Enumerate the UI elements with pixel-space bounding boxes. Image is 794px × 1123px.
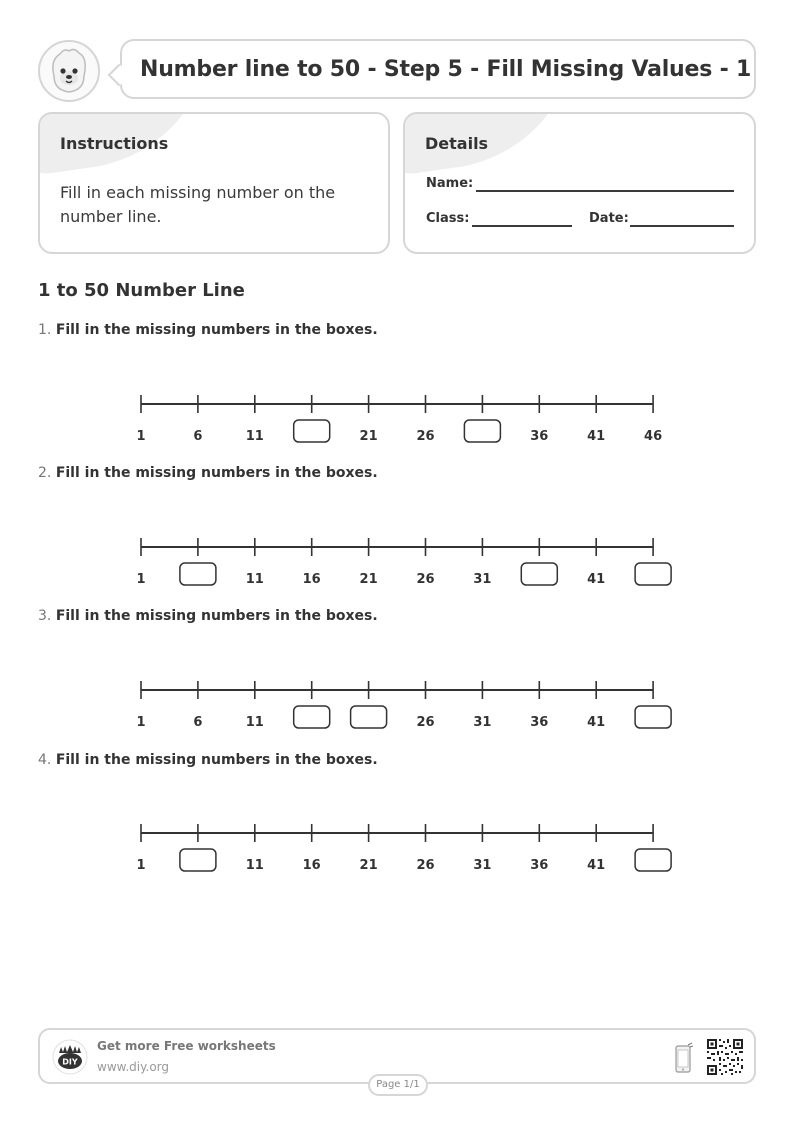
tick-label: 41	[587, 715, 606, 730]
footer-link[interactable]: www.diy.org	[97, 1060, 169, 1074]
question-4	[38, 752, 378, 768]
answer-box[interactable]	[464, 420, 500, 442]
details-heading: Details	[425, 134, 489, 153]
answer-box[interactable]	[521, 563, 557, 585]
question-text: Fill in the missing numbers in the boxes.	[55, 608, 378, 624]
question-text: Fill in the missing numbers in the boxes.	[55, 465, 378, 481]
tick-label: 16	[302, 858, 321, 873]
title-banner	[120, 39, 756, 99]
tick-label: 16	[302, 572, 321, 587]
answer-box[interactable]	[635, 563, 671, 585]
number-line-1	[0, 390, 794, 460]
tick-label: 36	[530, 715, 549, 730]
class-label: Class:	[426, 211, 470, 226]
tick-label: 11	[245, 715, 264, 730]
tick-label: 31	[473, 715, 492, 730]
tick-label: 1	[136, 429, 146, 444]
tick-label: 21	[359, 429, 378, 444]
diy-logo-icon[interactable]	[52, 1039, 88, 1075]
instructions-text: Fill in each missing number on the number line.	[60, 183, 336, 226]
number-line-3	[0, 676, 794, 746]
date-label: Date:	[589, 211, 629, 226]
tick-label: 26	[416, 858, 435, 873]
page-title: Number line to 50 - Step 5 - Fill Missing Values - 1	[140, 56, 752, 82]
answer-box[interactable]	[635, 706, 671, 728]
answer-box[interactable]	[294, 706, 330, 728]
question-2	[38, 465, 378, 481]
details-card	[403, 112, 756, 254]
page-indicator: Page 1/1	[368, 1074, 428, 1096]
phone-icon	[674, 1042, 694, 1074]
question-number: 1.	[38, 322, 52, 338]
tick-label: 36	[530, 858, 549, 873]
section-title: 1 to 50 Number Line	[38, 280, 245, 301]
qr-code-icon[interactable]	[706, 1038, 744, 1076]
name-field[interactable]	[476, 190, 734, 192]
tick-label: 11	[245, 429, 264, 444]
tick-label: 36	[530, 429, 549, 444]
answer-box[interactable]	[635, 849, 671, 871]
answer-box[interactable]	[294, 420, 330, 442]
instructions-heading: Instructions	[60, 134, 169, 153]
tick-label: 1	[136, 572, 146, 587]
question-1	[38, 322, 378, 338]
number-line-2	[0, 533, 794, 603]
tick-label: 26	[416, 572, 435, 587]
tick-label: 26	[416, 429, 435, 444]
tick-label: 46	[644, 429, 663, 444]
date-field[interactable]	[630, 225, 734, 227]
tick-label: 6	[193, 715, 203, 730]
tick-label: 11	[245, 858, 264, 873]
question-text: Fill in the missing numbers in the boxes.	[55, 752, 378, 768]
question-number: 2.	[38, 465, 52, 481]
tick-label: 21	[359, 572, 378, 587]
tick-label: 31	[473, 572, 492, 587]
answer-box[interactable]	[180, 563, 216, 585]
tick-label: 31	[473, 858, 492, 873]
answer-box[interactable]	[180, 849, 216, 871]
question-text: Fill in the missing numbers in the boxes.	[55, 322, 378, 338]
question-3	[38, 608, 378, 624]
tick-label: 41	[587, 429, 606, 444]
instructions-card	[38, 112, 390, 254]
name-label: Name:	[426, 176, 474, 191]
mascot-icon	[40, 42, 98, 100]
tick-label: 1	[136, 858, 146, 873]
tick-label: 6	[193, 429, 203, 444]
tick-label: 1	[136, 715, 146, 730]
number-line-4	[0, 819, 794, 889]
question-number: 4.	[38, 752, 52, 768]
tick-label: 41	[587, 572, 606, 587]
tick-label: 11	[245, 572, 264, 587]
mascot-avatar	[38, 40, 100, 102]
question-number: 3.	[38, 608, 52, 624]
tick-label: 21	[359, 858, 378, 873]
class-field[interactable]	[472, 225, 572, 227]
answer-box[interactable]	[351, 706, 387, 728]
tick-label: 26	[416, 715, 435, 730]
footer-promo-text: Get more Free worksheets	[97, 1039, 276, 1053]
logo-text: DIY	[62, 1057, 78, 1067]
tick-label: 41	[587, 858, 606, 873]
